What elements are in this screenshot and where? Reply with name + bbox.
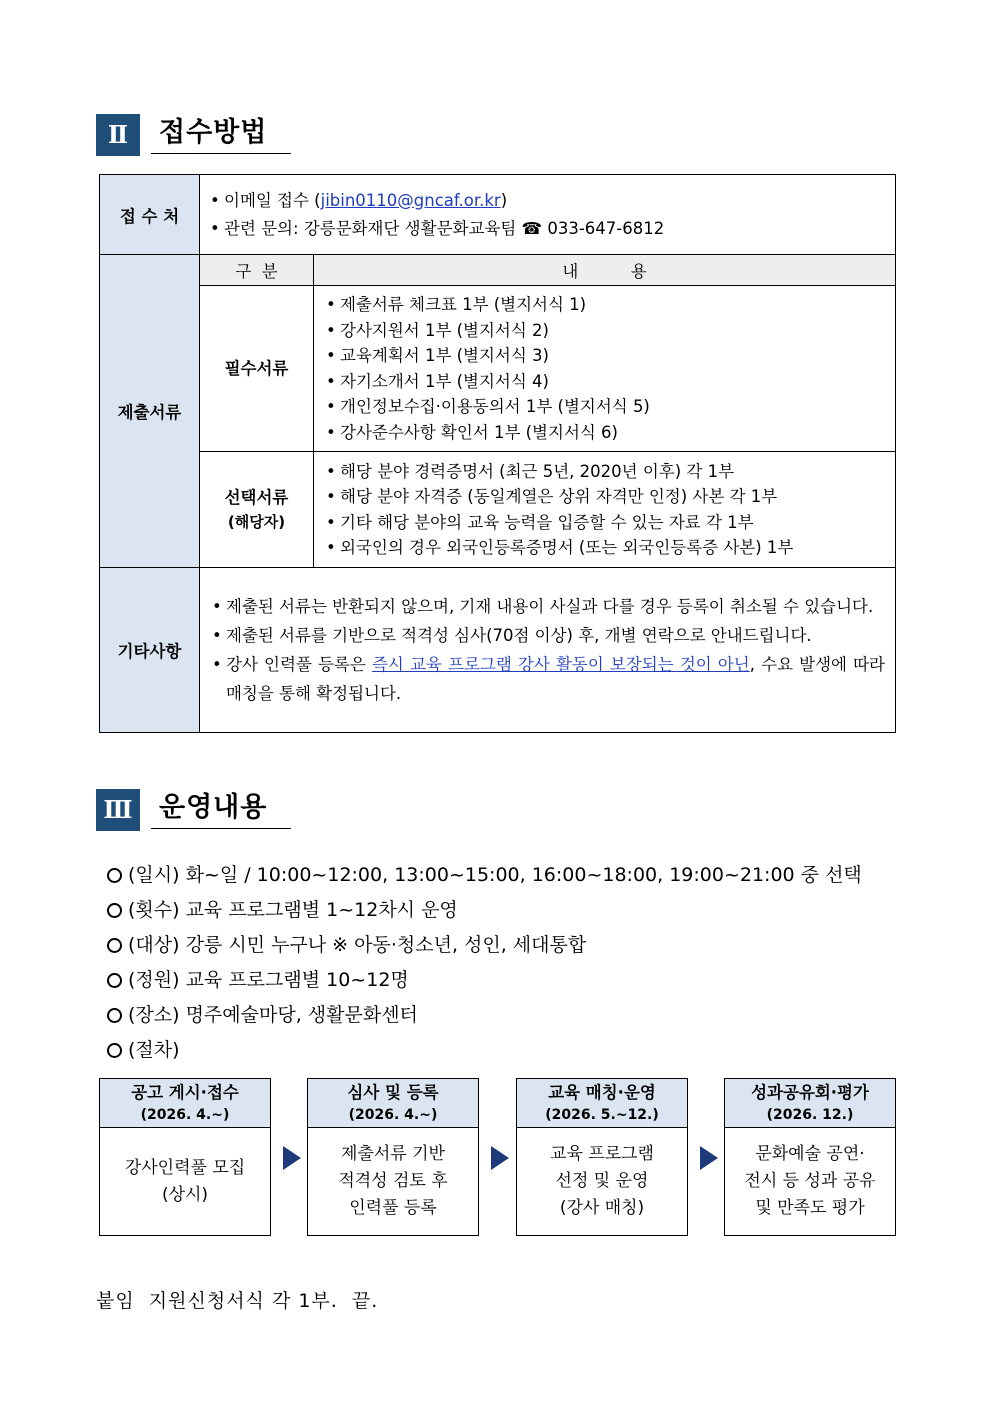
etc-label: 기타사항 [100,568,200,733]
docs-label: 제출서류 [100,255,200,568]
required-docs-content [314,286,896,452]
arrow-right-icon [491,1146,509,1170]
list-item: (일시) 화~일 / 10:00~12:00, 13:00~15:00, 16:00~18:00, 19:00~21:00 중 선택 [104,860,862,895]
required-docs-label: 필수서류 [200,286,314,452]
reception-table [99,174,896,733]
arrow-right-icon [283,1146,301,1170]
list-item: • 기타 해당 분야의 교육 능력을 입증할 수 있는 자료 각 1부 [324,510,885,536]
section-title: 운영내용 [151,789,291,829]
list-item: • 개인정보수집·이용동의서 1부 (별지서식 5) [324,394,885,420]
etc-content [200,568,896,733]
list-item: • 자기소개서 1부 (별지서식 4) [324,369,885,395]
phone-number: 033-647-6812 [547,218,665,238]
list-item: • 제출된 서류를 기반으로 적격성 심사(70점 이상) 후, 개별 연락으로 안내드립니다. [210,621,885,650]
flow-step-matching: 교육 매칭·운영 (2026. 5.~12.) 교육 프로그램 선정 및 운영 (강사 매칭) [516,1078,688,1236]
flow-step-announcement: 공고 게시·접수 (2026. 4.~) 강사인력풀 모집 (상시) [99,1078,271,1236]
list-item: • 제출된 서류는 반환되지 않으며, 기재 내용이 사실과 다를 경우 등록이 취소될 수 있습니다. [210,592,885,621]
section-title: 접수방법 [151,114,291,154]
email-link[interactable]: jibin0110@gncaf.or.kr [320,190,501,210]
reception-content [200,175,896,255]
list-item: • 해당 분야 경력증명서 (최근 5년, 2020년 이후) 각 1부 [324,459,885,485]
inquiry-item: • 관련 문의: 강릉문화재단 생활문화교육팀 ☎ 033-647-6812 [208,215,895,243]
flow-step-evaluation: 성과공유회·평가 (2026. 12.) 문화예술 공연· 전시 등 성과 공유 및 만족도 평가 [724,1078,896,1236]
email-item: • 이메일 접수 (jibin0110@gncaf.or.kr) [208,187,895,215]
list-item: • 외국인의 경우 외국인등록증명서 (또는 외국인등록증 사본) 1부 [324,535,885,561]
reception-label: 접 수 처 [100,175,200,255]
section-number: Ⅱ [96,114,140,156]
flow-step-review: 심사 및 등록 (2026. 4.~) 제출서류 기반 적격성 검토 후 인력풀 등록 [307,1078,479,1236]
list-item: (정원) 교육 프로그램별 10~12명 [104,965,862,1000]
list-item: (절차) [104,1035,862,1070]
list-item: • 강사지원서 1부 (별지서식 2) [324,318,885,344]
list-item: • 교육계획서 1부 (별지서식 3) [324,343,885,369]
list-item: (대상) 강릉 시민 누구나 ※ 아동·청소년, 성인, 세대통합 [104,930,862,965]
notice-underlined-text: 즉시 교육 프로그램 강사 활동이 보장되는 것이 아닌 [371,655,750,674]
section-number: Ⅲ [96,789,140,831]
phone-icon: ☎ [521,218,543,238]
optional-docs-content [314,452,896,568]
list-item: (장소) 명주예술마당, 생활문화센터 [104,1000,862,1035]
col-content-header: 내 용 [314,255,896,286]
attachment-note: 붙임 지원신청서식 각 1부. 끝. [96,1290,379,1312]
operation-list [104,860,862,1070]
arrow-right-icon [700,1146,718,1170]
list-item: (횟수) 교육 프로그램별 1~12차시 운영 [104,895,862,930]
optional-docs-label: 선택서류 (해당자) [200,452,314,568]
list-item: • 강사준수사항 확인서 1부 (별지서식 6) [324,420,885,446]
list-item: • 강사 인력풀 등록은 즉시 교육 프로그램 강사 활동이 보장되는 것이 아닌, 수요 발생에 따라 매칭을 통해 확정됩니다. [210,650,885,708]
list-item: • 제출서류 체크표 1부 (별지서식 1) [324,292,885,318]
col-category-header: 구 분 [200,255,314,286]
list-item: • 해당 분야 자격증 (동일계열은 상위 자격만 인정) 사본 각 1부 [324,484,885,510]
